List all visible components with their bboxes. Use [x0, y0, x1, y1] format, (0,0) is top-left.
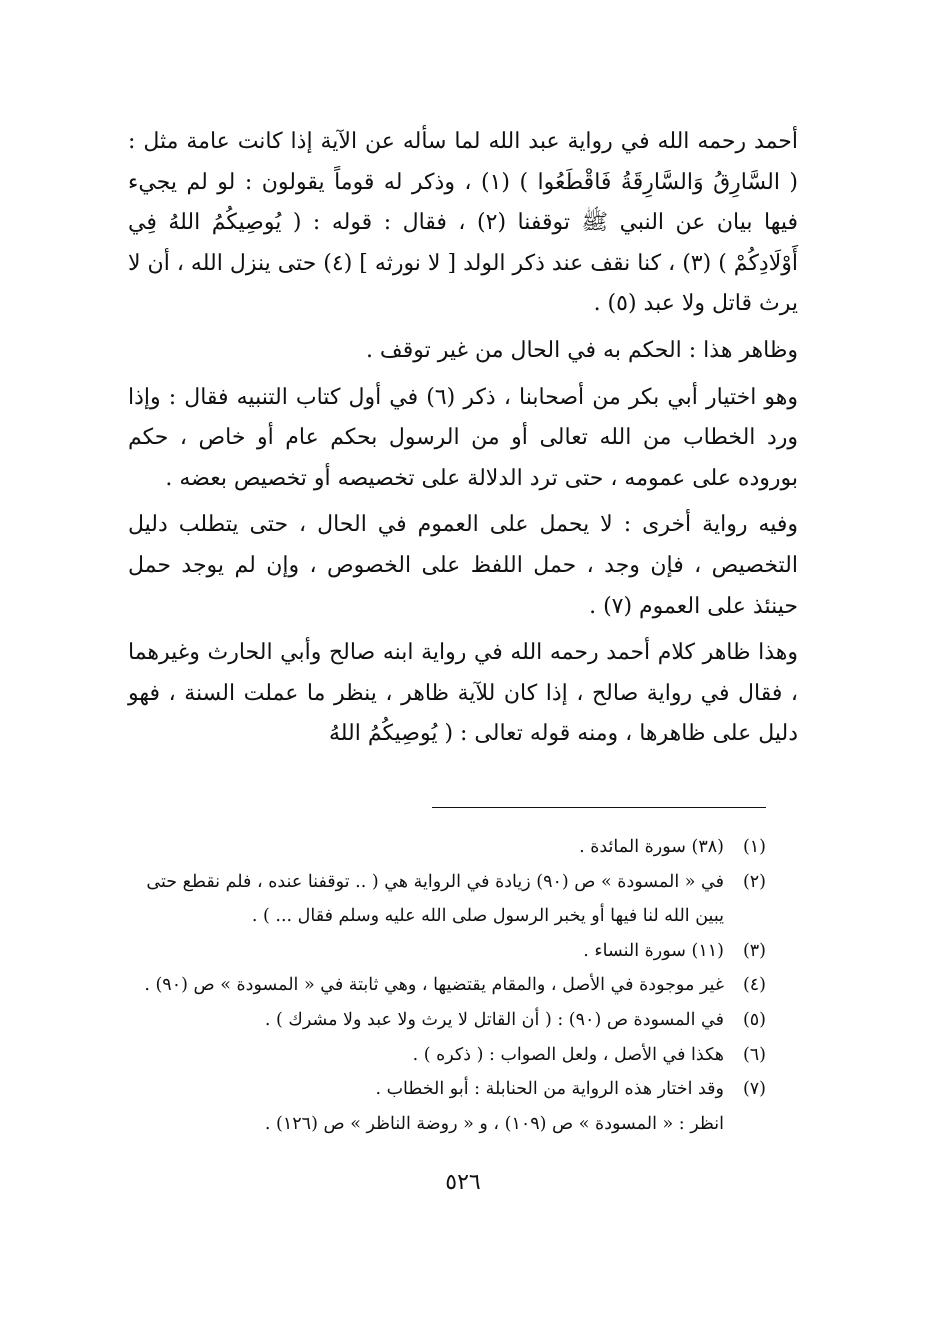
footnote-text: في « المسودة » ص (٩٠) زيادة في الرواية هي ( .. توقفنا عنده ، فلم نقطع حتى	[146, 871, 724, 892]
footnote-text: وقد اختار هذه الرواية من الحنابلة : أبو الخطاب .	[375, 1079, 724, 1100]
footnotes	[128, 830, 766, 1141]
footnote	[128, 865, 766, 900]
paragraph-5: وهذا ظاهر كلام أحمد رحمه الله في رواية ابنه صالح وأبي الحارث وغيرهما ، فقال في رواية صالح ، إذا كان للآية ظاهر ، ينظر ما عملت السنة ، فهو دليل على ظاهرها ، ومنه قوله تعالى : ( يُوصِيكُمُ اللهُ	[128, 640, 798, 747]
footnote-number: (٢)	[742, 871, 766, 892]
footnote-text: غير موجودة في الأصل ، والمقام يقتضيها ، وهي ثابتة في « المسودة » ص (٩٠) .	[144, 975, 724, 996]
footnote	[128, 1003, 766, 1038]
footnote-number: (٥)	[742, 1009, 766, 1030]
footnote	[128, 1038, 766, 1073]
footnote-number: (٤)	[742, 975, 766, 996]
footnote	[128, 830, 766, 865]
main-text	[128, 122, 798, 761]
footnote-text: (١١) سورة النساء .	[583, 940, 724, 961]
paragraph-2: وظاهر هذا : الحكم به في الحال من غير توقف .	[365, 337, 798, 363]
footnote-continuation-text: يبين الله لنا فيها أو يخبر الرسول صلى الله عليه وسلم فقال ... ) .	[251, 906, 724, 927]
footnote-number: (٣)	[742, 940, 766, 961]
paragraph-4: وفيه رواية أخرى : لا يحمل على العموم في الحال ، حتى يتطلب دليل التخصيص ، فإن وجد ، حمل اللفظ على الخصوص ، وإن لم يوجد حمل حينئذ على العموم (٧) .	[128, 512, 798, 619]
footnote-text: هكذا في الأصل ، ولعل الصواب : ( ذكره ) .	[412, 1044, 724, 1065]
footnote-separator	[432, 807, 766, 808]
footnote-text: (٣٨) سورة المائدة .	[579, 837, 724, 857]
footnote-number: (٦)	[742, 1044, 766, 1065]
footnote	[128, 1072, 766, 1107]
footnote	[128, 934, 766, 969]
footnote-number: (١)	[742, 837, 766, 857]
paragraph-3: وهو اختيار أبي بكر من أصحابنا ، ذكر (٦) في أول كتاب التنبيه فقال : وإذا ورد الخطاب من الله تعالى أو من الرسول بحكم عام أو خاص ، حكم بوروده على عمومه ، حتى ترد الدلالة على تخصيصه أو تخصيص بعضه .	[128, 384, 798, 491]
footnote	[128, 968, 766, 1003]
page-number: ٥٢٦	[445, 1170, 481, 1195]
paragraph-1: أحمد رحمه الله في رواية عبد الله لما سأله عن الآية إذا كانت عامة مثل : ( السَّارِقُ وَالسَّارِقَةُ فَاقْطَعُوا ) (١) ، وذكر له قوماً يقولون : لو لم يجيء فيها بيان عن النبي ﷺ توقفنا (٢) ، فقال : قوله : ( يُوصِيكُمُ اللهُ فِي أَوْلَادِكُمْ ) (٣) ، كنا نقف عند ذكر الولد [ لا نورثه ] (٤) حتى ينزل الله ، أن لا يرث قاتل ولا عبد (٥) .	[128, 129, 798, 317]
footnote-continuation-text: انظر : « المسودة » ص (١٠٩) ، و « روضة الناظر » ص (١٢٦) .	[264, 1113, 724, 1134]
footnote-text: في المسودة ص (٩٠) : ( أن القاتل لا يرث ولا عبد ولا مشرك ) .	[264, 1009, 724, 1030]
footnote-continuation	[128, 899, 766, 934]
footnote-number: (٧)	[742, 1079, 766, 1100]
footnote-continuation	[128, 1107, 766, 1142]
